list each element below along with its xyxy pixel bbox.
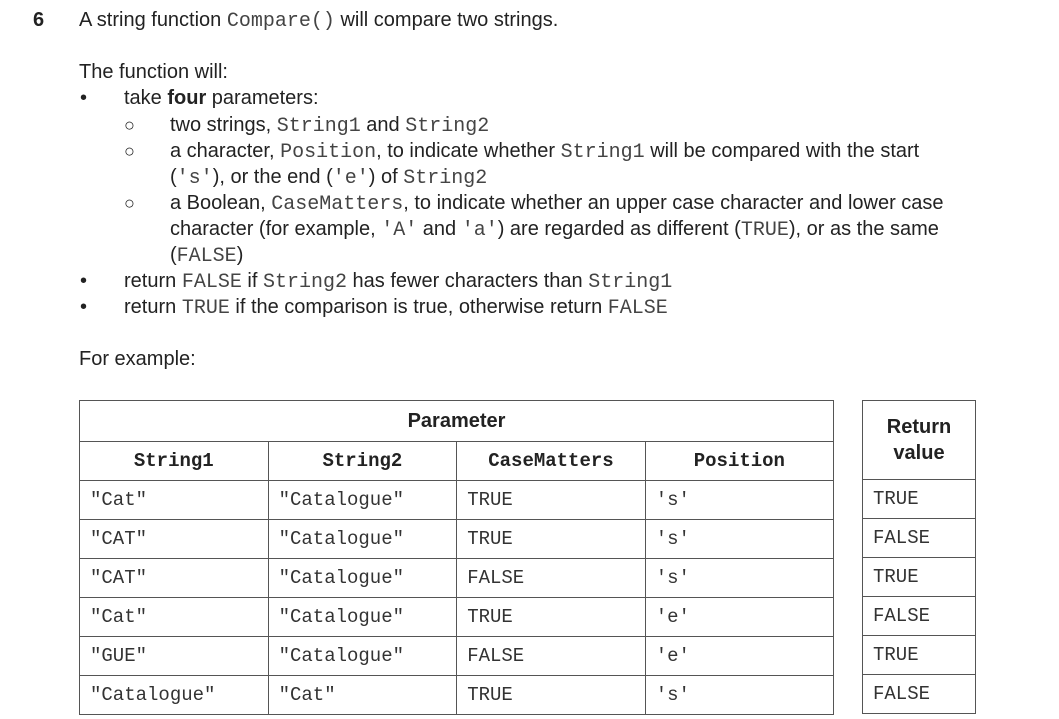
table-row bbox=[80, 637, 834, 676]
column-header-string2: String2 bbox=[268, 442, 457, 481]
parameter-group-header: Parameter bbox=[80, 401, 834, 442]
cell-return-value: FALSE bbox=[863, 519, 976, 558]
sub-bullet-marker: ○ bbox=[124, 193, 135, 213]
question-intro: A string function Compare() will compare two strings. bbox=[79, 9, 559, 33]
cell-return-value: FALSE bbox=[863, 597, 976, 636]
table-row bbox=[80, 676, 834, 715]
bullet-return-true: return TRUE if the comparison is true, otherwise return FALSE bbox=[124, 296, 668, 320]
sub-bullet-position: a character, Position, to indicate whether String1 will be compared with the start bbox=[170, 140, 920, 164]
table-row bbox=[863, 636, 976, 675]
table-row bbox=[80, 559, 834, 598]
bullet-parameters: take four parameters: bbox=[124, 87, 319, 109]
cell-string2: "Cat" bbox=[268, 676, 457, 715]
cell-string1: "GUE" bbox=[80, 637, 269, 676]
cell-string2: "Catalogue" bbox=[268, 598, 457, 637]
cell-string2: "Catalogue" bbox=[268, 520, 457, 559]
cell-return-value: TRUE bbox=[863, 480, 976, 519]
function-will-heading: The function will: bbox=[79, 61, 228, 83]
return-value-table bbox=[862, 400, 976, 714]
table-row bbox=[863, 597, 976, 636]
cell-casematters: TRUE bbox=[457, 481, 646, 520]
cell-return-value: TRUE bbox=[863, 636, 976, 675]
cell-position: 's' bbox=[645, 520, 833, 559]
column-header-position: Position bbox=[645, 442, 833, 481]
bullet-marker: • bbox=[80, 270, 88, 292]
cell-string2: "Catalogue" bbox=[268, 637, 457, 676]
sub-bullet-strings: two strings, String1 and String2 bbox=[170, 114, 490, 138]
cell-position: 's' bbox=[645, 559, 833, 598]
cell-position: 's' bbox=[645, 676, 833, 715]
bullet-marker: • bbox=[80, 296, 88, 318]
bullet-return-false: return FALSE if String2 has fewer characters than String1 bbox=[124, 270, 673, 294]
column-header-string1: String1 bbox=[80, 442, 269, 481]
bullet-marker: • bbox=[80, 87, 88, 109]
table-row bbox=[863, 675, 976, 714]
table-row bbox=[863, 519, 976, 558]
cell-string1: "Catalogue" bbox=[80, 676, 269, 715]
cell-return-value: FALSE bbox=[863, 675, 976, 714]
cell-string2: "Catalogue" bbox=[268, 481, 457, 520]
cell-casematters: TRUE bbox=[457, 676, 646, 715]
cell-string1: "Cat" bbox=[80, 598, 269, 637]
question-number: 6 bbox=[33, 9, 45, 31]
column-header-casematters: CaseMatters bbox=[457, 442, 646, 481]
sub-bullet-casematters-cont: character (for example, 'A' and 'a') are regarded as different (TRUE), or as the same bbox=[170, 218, 939, 242]
return-value-header: Return value bbox=[863, 401, 976, 480]
sub-bullet-casematters-cont2: (FALSE) bbox=[170, 244, 244, 268]
parameter-table bbox=[79, 400, 834, 715]
table-row bbox=[80, 520, 834, 559]
cell-casematters: FALSE bbox=[457, 559, 646, 598]
for-example-label: For example: bbox=[79, 348, 196, 370]
cell-string1: "CAT" bbox=[80, 559, 269, 598]
cell-casematters: TRUE bbox=[457, 598, 646, 637]
sub-bullet-position-cont: ('s'), or the end ('e') of String2 bbox=[170, 166, 488, 190]
sub-bullet-marker: ○ bbox=[124, 141, 135, 161]
table-row bbox=[863, 558, 976, 597]
table-row bbox=[863, 480, 976, 519]
cell-position: 'e' bbox=[645, 598, 833, 637]
cell-return-value: TRUE bbox=[863, 558, 976, 597]
cell-string2: "Catalogue" bbox=[268, 559, 457, 598]
sub-bullet-casematters: a Boolean, CaseMatters, to indicate whether an upper case character and lower case bbox=[170, 192, 944, 216]
sub-bullet-marker: ○ bbox=[124, 115, 135, 135]
cell-string1: "CAT" bbox=[80, 520, 269, 559]
cell-position: 's' bbox=[645, 481, 833, 520]
table-row bbox=[80, 598, 834, 637]
cell-position: 'e' bbox=[645, 637, 833, 676]
cell-casematters: TRUE bbox=[457, 520, 646, 559]
cell-string1: "Cat" bbox=[80, 481, 269, 520]
cell-casematters: FALSE bbox=[457, 637, 646, 676]
table-row bbox=[80, 481, 834, 520]
